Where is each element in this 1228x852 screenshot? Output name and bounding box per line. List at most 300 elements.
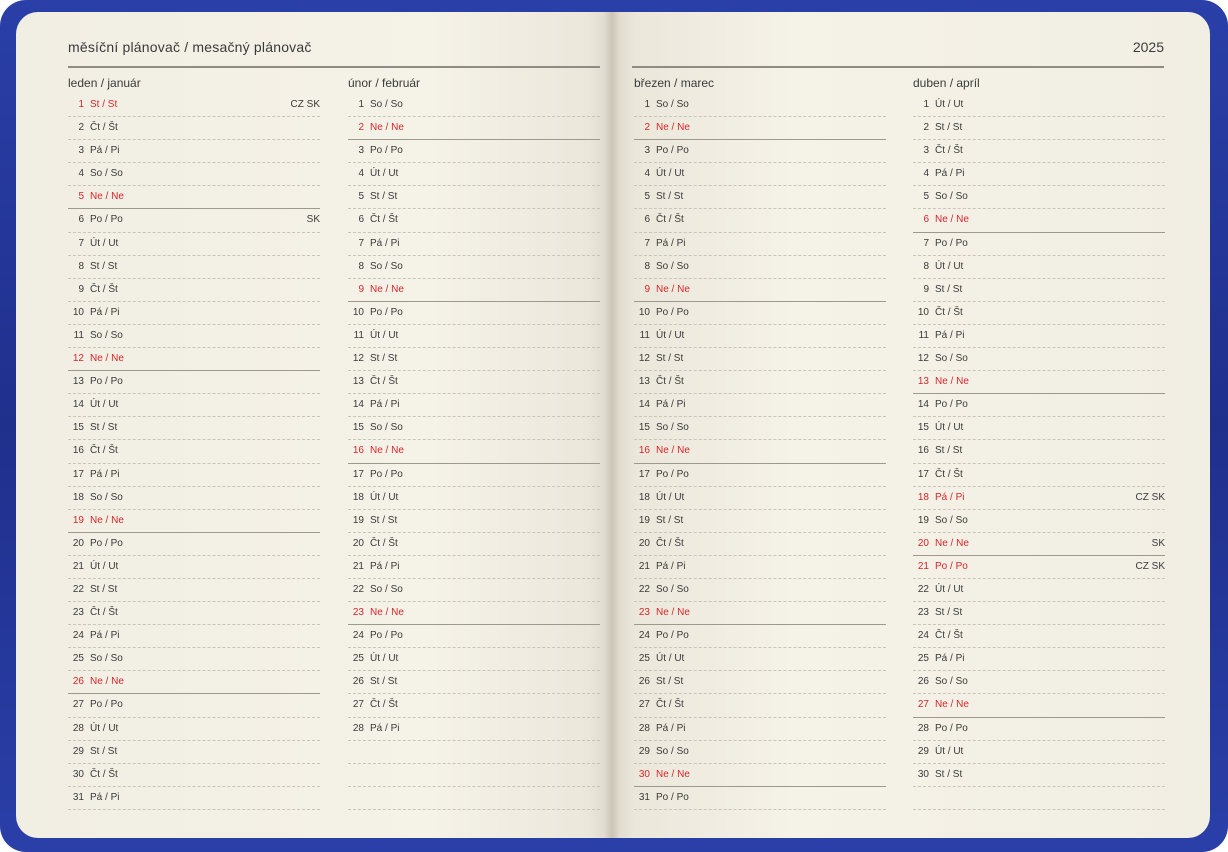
day-number: 4 <box>358 168 364 180</box>
day-name: So / So <box>370 422 403 434</box>
day-number: 14 <box>72 399 84 411</box>
day-number: 13 <box>917 376 929 388</box>
day-name: Čt / Št <box>370 214 398 226</box>
day-row <box>634 579 886 602</box>
day-name: Ne / Ne <box>935 699 969 711</box>
day-number: 4 <box>644 168 650 180</box>
day-row <box>634 233 886 256</box>
day-name: Po / Po <box>370 145 403 157</box>
day-row <box>348 556 600 579</box>
day-number: 6 <box>358 214 364 226</box>
day-row <box>634 510 886 533</box>
day-number: 28 <box>917 722 929 734</box>
day-row <box>68 209 320 232</box>
day-row <box>913 94 1165 117</box>
day-number: 24 <box>917 630 929 642</box>
day-number: 23 <box>72 607 84 619</box>
day-row <box>913 741 1165 764</box>
day-number: 27 <box>352 699 364 711</box>
day-number: 5 <box>78 191 84 203</box>
day-number: 8 <box>923 260 929 272</box>
day-row <box>68 440 320 463</box>
day-row <box>634 94 886 117</box>
day-name: Po / Po <box>935 560 968 572</box>
day-row <box>913 371 1165 394</box>
day-number: 15 <box>917 422 929 434</box>
day-name: So / So <box>656 99 689 110</box>
day-number: 2 <box>78 122 84 134</box>
day-name: St / St <box>90 260 118 272</box>
day-number: 29 <box>917 745 929 757</box>
day-number: 21 <box>638 560 650 572</box>
day-row <box>68 163 320 186</box>
day-name: Po / Po <box>90 699 123 711</box>
day-number: 11 <box>639 329 650 341</box>
day-number: 27 <box>638 699 650 711</box>
day-row <box>913 417 1165 440</box>
day-row <box>348 233 600 256</box>
day-number: 12 <box>72 353 84 365</box>
day-name: Út / Ut <box>90 237 119 249</box>
day-name: So / So <box>656 745 689 757</box>
day-row <box>68 394 320 417</box>
day-name: Út / Ut <box>656 329 685 341</box>
day-number: 18 <box>917 491 929 503</box>
day-number: 12 <box>917 353 929 365</box>
header-divider-left <box>68 66 600 68</box>
day-row <box>913 787 1165 810</box>
day-row <box>913 510 1165 533</box>
day-row <box>634 602 886 625</box>
day-number: 16 <box>72 445 84 457</box>
day-row <box>634 371 886 394</box>
day-number: 9 <box>923 283 929 295</box>
day-name: Čt / Št <box>935 630 963 642</box>
holiday-marker: CZ SK <box>1135 560 1165 572</box>
day-name: Ne / Ne <box>370 283 404 295</box>
day-row <box>68 487 320 510</box>
day-number: 22 <box>72 583 84 595</box>
day-row <box>68 579 320 602</box>
day-number: 21 <box>352 560 364 572</box>
day-number: 3 <box>358 145 364 157</box>
day-name: Út / Ut <box>656 168 685 180</box>
day-name: Po / Po <box>656 306 689 318</box>
day-row <box>913 209 1165 232</box>
day-number: 26 <box>638 676 650 688</box>
day-name: Pá / Pi <box>935 653 965 665</box>
day-number: 1 <box>644 99 650 110</box>
day-number: 3 <box>923 145 929 157</box>
day-row <box>68 117 320 140</box>
day-name: Po / Po <box>656 791 689 803</box>
day-row <box>348 325 600 348</box>
day-number: 26 <box>352 676 364 688</box>
day-row <box>68 625 320 648</box>
day-number: 5 <box>358 191 364 203</box>
day-row <box>68 602 320 625</box>
day-number: 19 <box>917 514 929 526</box>
day-row <box>634 787 886 810</box>
day-number: 16 <box>917 445 929 457</box>
day-number: 16 <box>352 445 364 457</box>
day-row <box>68 556 320 579</box>
day-row <box>348 602 600 625</box>
day-name: Út / Ut <box>935 99 964 110</box>
day-number: 21 <box>72 560 84 572</box>
day-name: St / St <box>935 445 963 457</box>
day-row <box>913 556 1165 579</box>
day-row <box>913 279 1165 302</box>
day-number: 2 <box>358 122 364 134</box>
day-row <box>634 394 886 417</box>
day-row <box>913 348 1165 371</box>
day-row <box>68 233 320 256</box>
day-name: St / St <box>656 191 684 203</box>
day-row <box>634 648 886 671</box>
day-row <box>68 741 320 764</box>
day-name: Ne / Ne <box>656 768 690 780</box>
day-row <box>348 510 600 533</box>
day-row <box>348 302 600 325</box>
day-row <box>634 163 886 186</box>
day-row <box>68 94 320 117</box>
day-number: 28 <box>72 722 84 734</box>
day-name: So / So <box>935 191 968 203</box>
day-number: 25 <box>638 653 650 665</box>
day-name: St / St <box>90 422 118 434</box>
day-name: Ne / Ne <box>370 122 404 134</box>
day-name: Čt / Št <box>656 699 684 711</box>
day-name: Ne / Ne <box>656 445 690 457</box>
day-name: Pá / Pi <box>370 399 400 411</box>
day-name: Čt / Št <box>90 122 118 134</box>
day-number: 9 <box>358 283 364 295</box>
day-number: 16 <box>638 445 650 457</box>
day-row <box>913 186 1165 209</box>
day-row <box>68 671 320 694</box>
day-name: Út / Ut <box>935 583 964 595</box>
day-name: Po / Po <box>935 399 968 411</box>
day-number: 23 <box>638 607 650 619</box>
day-number: 2 <box>644 122 650 134</box>
day-row <box>68 140 320 163</box>
day-row <box>348 163 600 186</box>
day-name: St / St <box>935 283 963 295</box>
day-row <box>913 117 1165 140</box>
day-number: 30 <box>917 768 929 780</box>
day-number: 15 <box>352 422 364 434</box>
day-name: Čt / Št <box>935 145 963 157</box>
day-name: St / St <box>656 353 684 365</box>
day-name: So / So <box>90 491 123 503</box>
day-name: Ne / Ne <box>370 445 404 457</box>
month-column-march <box>634 75 886 810</box>
day-row <box>348 417 600 440</box>
day-number: 18 <box>638 491 650 503</box>
day-name: Ne / Ne <box>935 376 969 388</box>
day-number: 10 <box>917 306 929 318</box>
month-name: duben / apríl <box>913 76 980 90</box>
day-number: 6 <box>644 214 650 226</box>
day-name: Ne / Ne <box>935 214 969 226</box>
day-name: So / So <box>370 260 403 272</box>
day-number: 8 <box>358 260 364 272</box>
day-name: St / St <box>90 745 118 757</box>
day-row <box>68 718 320 741</box>
day-number: 22 <box>638 583 650 595</box>
day-name: Út / Ut <box>370 653 399 665</box>
day-name: Ne / Ne <box>90 676 124 688</box>
day-row <box>348 117 600 140</box>
day-number: 2 <box>923 122 929 134</box>
day-row <box>913 302 1165 325</box>
day-name: St / St <box>935 122 963 134</box>
day-row <box>68 648 320 671</box>
day-row <box>348 718 600 741</box>
day-row <box>348 348 600 371</box>
day-number: 27 <box>72 699 84 711</box>
day-name: Po / Po <box>90 214 123 226</box>
day-number: 25 <box>72 653 84 665</box>
day-number: 11 <box>918 329 929 341</box>
day-row <box>913 579 1165 602</box>
day-number: 20 <box>638 537 650 549</box>
day-number: 13 <box>72 376 84 388</box>
day-number: 23 <box>917 607 929 619</box>
day-number: 9 <box>644 283 650 295</box>
day-name: Po / Po <box>370 306 403 318</box>
day-number: 24 <box>638 630 650 642</box>
day-row <box>634 256 886 279</box>
day-row <box>348 440 600 463</box>
day-row <box>348 787 600 810</box>
day-name: Po / Po <box>935 237 968 249</box>
day-number: 17 <box>638 468 650 480</box>
day-number: 25 <box>352 653 364 665</box>
day-row <box>913 394 1165 417</box>
day-number: 14 <box>638 399 650 411</box>
day-number: 23 <box>352 607 364 619</box>
page-title: měsíční plánovač / mesačný plánovač <box>68 39 312 55</box>
day-name: Čt / Št <box>656 214 684 226</box>
day-number: 8 <box>78 260 84 272</box>
day-row <box>68 325 320 348</box>
day-name: Čt / Št <box>656 376 684 388</box>
day-number: 17 <box>72 468 84 480</box>
day-number: 26 <box>917 676 929 688</box>
day-row <box>68 186 320 209</box>
day-row <box>68 787 320 810</box>
day-row <box>634 764 886 787</box>
day-number: 6 <box>78 214 84 226</box>
day-name: Ne / Ne <box>656 607 690 619</box>
month-column-january <box>68 75 320 810</box>
month-column-april <box>913 75 1165 810</box>
day-name: Pá / Pi <box>935 168 965 180</box>
day-row <box>634 440 886 463</box>
day-number: 1 <box>923 99 929 110</box>
day-name: Po / Po <box>656 630 689 642</box>
day-name: Ne / Ne <box>90 353 124 365</box>
day-name: St / St <box>370 353 398 365</box>
day-row <box>348 533 600 556</box>
day-number: 18 <box>352 491 364 503</box>
day-number: 10 <box>638 306 650 318</box>
day-number: 8 <box>644 260 650 272</box>
day-row <box>913 694 1165 717</box>
day-number: 1 <box>78 99 84 110</box>
month-column-february <box>348 75 600 810</box>
day-name: So / So <box>935 353 968 365</box>
day-row <box>634 741 886 764</box>
holiday-marker: SK <box>1151 537 1165 549</box>
day-number: 9 <box>78 283 84 295</box>
day-row <box>68 533 320 556</box>
day-row <box>913 440 1165 463</box>
day-row <box>68 371 320 394</box>
day-row <box>348 648 600 671</box>
day-number: 11 <box>353 329 364 341</box>
holiday-marker: CZ SK <box>1135 491 1165 503</box>
day-name: Čt / Št <box>370 537 398 549</box>
day-row <box>634 209 886 232</box>
day-name: Pá / Pi <box>656 237 686 249</box>
day-number: 28 <box>352 722 364 734</box>
day-name: Čt / Št <box>656 537 684 549</box>
day-name: St / St <box>90 99 118 110</box>
month-name: únor / február <box>348 76 421 90</box>
day-number: 7 <box>358 237 364 249</box>
day-name: Út / Ut <box>656 653 685 665</box>
day-name: Út / Ut <box>90 560 119 572</box>
day-name: Čt / Št <box>90 607 118 619</box>
day-number: 19 <box>72 514 84 526</box>
day-name: Út / Ut <box>370 168 399 180</box>
day-number: 22 <box>917 583 929 595</box>
day-name: Pá / Pi <box>935 329 965 341</box>
day-row <box>634 625 886 648</box>
day-name: Čt / Št <box>370 376 398 388</box>
day-number: 31 <box>638 791 650 803</box>
day-number: 22 <box>352 583 364 595</box>
day-name: Pá / Pi <box>370 560 400 572</box>
day-number: 13 <box>352 376 364 388</box>
day-name: So / So <box>370 99 403 110</box>
day-name: Po / Po <box>90 537 123 549</box>
day-row <box>348 764 600 787</box>
day-row <box>634 533 886 556</box>
day-row <box>913 487 1165 510</box>
day-row <box>913 163 1165 186</box>
day-number: 29 <box>72 745 84 757</box>
day-name: St / St <box>656 514 684 526</box>
day-name: Út / Ut <box>90 399 119 411</box>
day-row <box>634 417 886 440</box>
day-number: 26 <box>72 676 84 688</box>
day-row <box>634 487 886 510</box>
day-name: So / So <box>935 676 968 688</box>
day-name: So / So <box>935 514 968 526</box>
day-name: Po / Po <box>935 722 968 734</box>
day-row <box>634 718 886 741</box>
day-number: 12 <box>352 353 364 365</box>
day-row <box>913 533 1165 556</box>
day-name: Pá / Pi <box>90 630 120 642</box>
day-number: 20 <box>917 537 929 549</box>
day-number: 29 <box>638 745 650 757</box>
day-name: Út / Ut <box>370 329 399 341</box>
page-year: 2025 <box>1132 39 1164 55</box>
day-row <box>348 625 600 648</box>
day-number: 20 <box>72 537 84 549</box>
day-row <box>913 718 1165 741</box>
day-row <box>348 671 600 694</box>
day-row <box>634 325 886 348</box>
day-name: Pá / Pi <box>370 722 400 734</box>
day-name: St / St <box>370 191 398 203</box>
day-row <box>913 233 1165 256</box>
day-row <box>68 510 320 533</box>
day-row <box>348 186 600 209</box>
day-number: 15 <box>72 422 84 434</box>
day-name: Čt / Št <box>370 699 398 711</box>
day-row <box>68 417 320 440</box>
day-number: 25 <box>917 653 929 665</box>
day-row <box>348 487 600 510</box>
day-row <box>348 394 600 417</box>
day-name: So / So <box>90 168 123 180</box>
day-number: 17 <box>917 468 929 480</box>
day-number: 14 <box>917 399 929 411</box>
day-name: St / St <box>90 583 118 595</box>
day-name: Út / Ut <box>90 722 119 734</box>
day-row <box>68 694 320 717</box>
day-number: 13 <box>638 376 650 388</box>
day-name: Čt / Št <box>935 468 963 480</box>
day-row <box>68 348 320 371</box>
day-row <box>634 279 886 302</box>
day-row <box>634 694 886 717</box>
day-row <box>348 256 600 279</box>
day-row <box>913 140 1165 163</box>
day-name: Po / Po <box>656 468 689 480</box>
day-row <box>913 464 1165 487</box>
day-name: Út / Ut <box>935 422 964 434</box>
day-number: 6 <box>923 214 929 226</box>
day-row <box>348 94 600 117</box>
day-row <box>634 140 886 163</box>
day-name: Ne / Ne <box>370 607 404 619</box>
day-number: 30 <box>72 768 84 780</box>
day-row <box>348 140 600 163</box>
day-row <box>634 186 886 209</box>
day-row <box>634 671 886 694</box>
day-row <box>913 256 1165 279</box>
day-number: 1 <box>358 99 364 110</box>
day-row <box>68 256 320 279</box>
day-name: St / St <box>370 676 398 688</box>
day-name: Pá / Pi <box>656 722 686 734</box>
day-row <box>348 371 600 394</box>
day-name: Pá / Pi <box>656 399 686 411</box>
day-number: 27 <box>917 699 929 711</box>
day-row <box>913 325 1165 348</box>
day-name: St / St <box>370 514 398 526</box>
day-row <box>348 279 600 302</box>
day-name: St / St <box>935 768 963 780</box>
day-name: Pá / Pi <box>370 237 400 249</box>
